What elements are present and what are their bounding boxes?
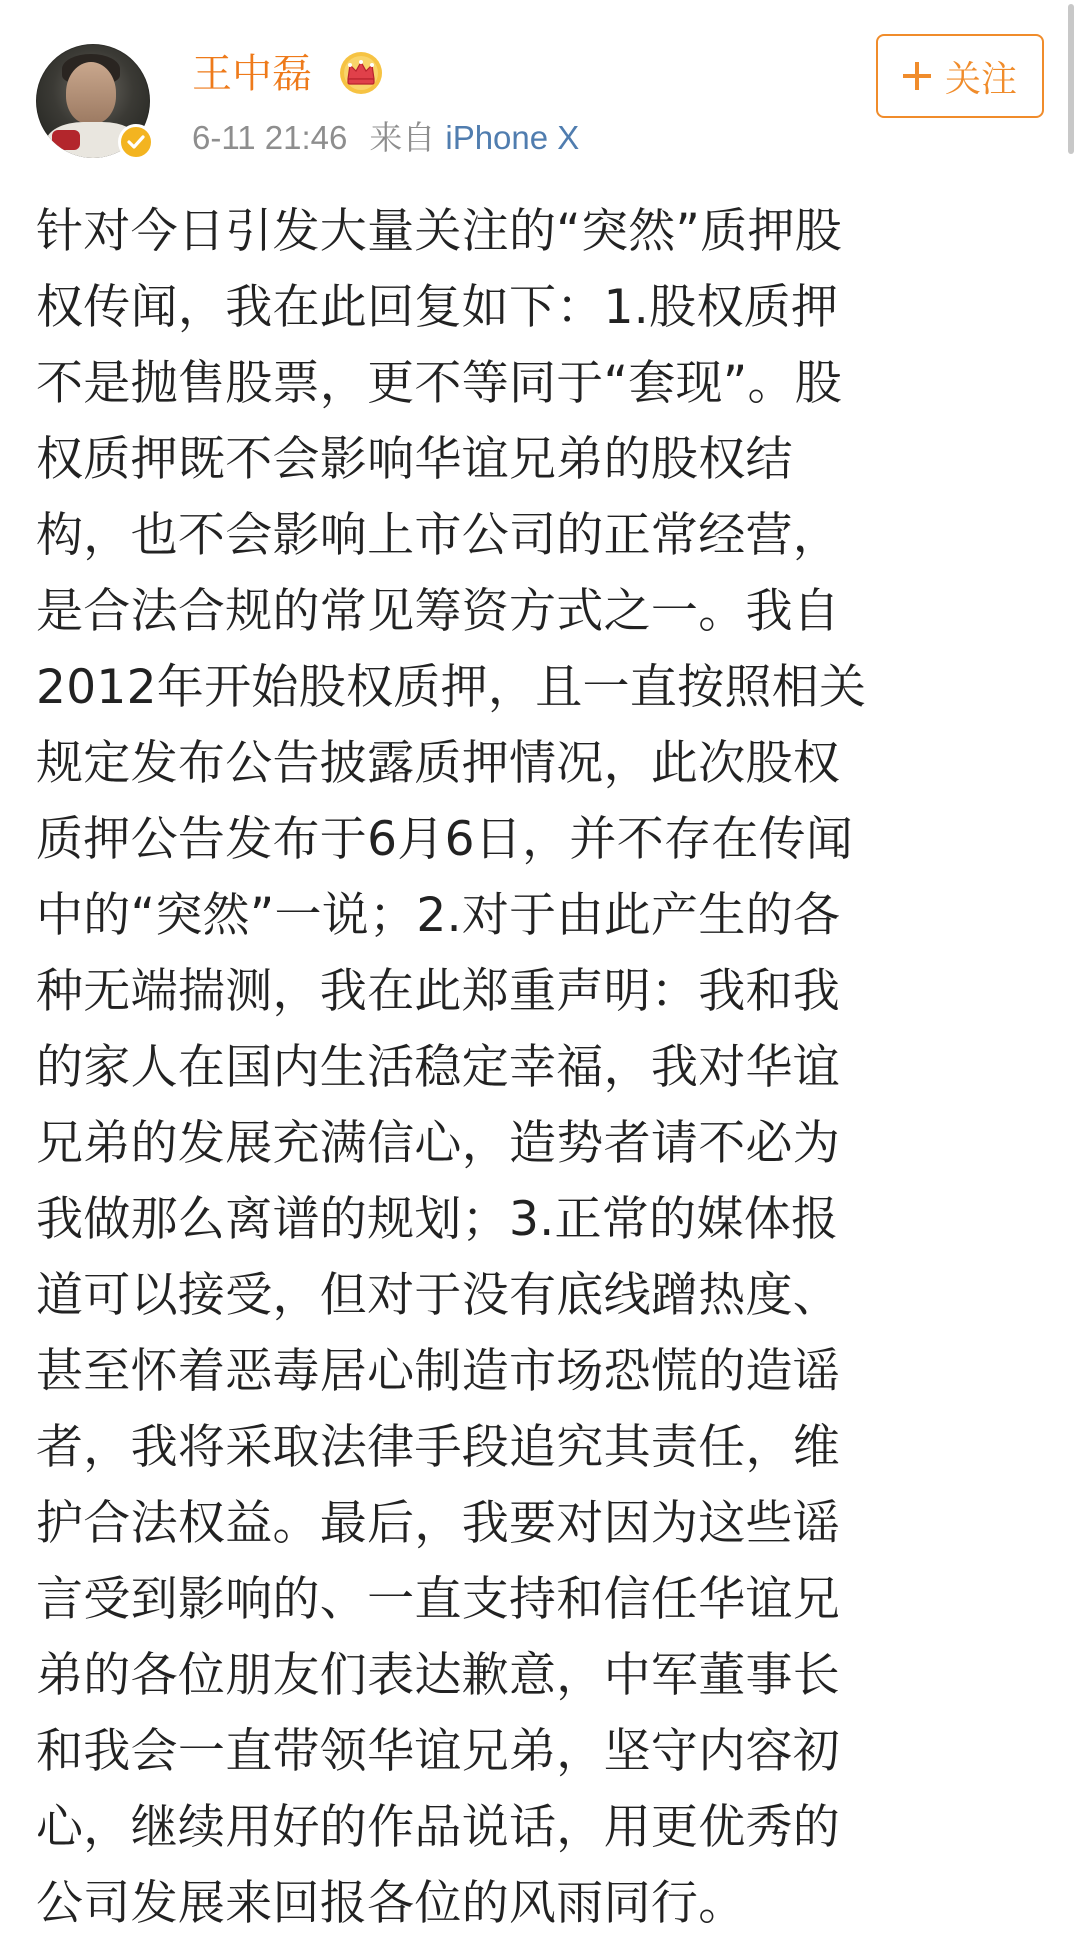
post-body-line: 种无端揣测，我在此郑重声明：我和我 [36, 964, 841, 1019]
post-body-line: 弟的各位朋友们表达歉意，中军董事长 [36, 1648, 841, 1703]
post-body-line: 权传闻，我在此回复如下：1.股权质押 [36, 280, 839, 335]
post-body-line: 兄弟的发展充满信心，造势者请不必为 [36, 1116, 841, 1171]
post-meta [192, 116, 579, 160]
follow-button[interactable] [876, 34, 1044, 118]
post-header [0, 0, 1080, 180]
post-body-line: 我做那么离谱的规划；3.正常的媒体报 [36, 1192, 839, 1247]
verified-check-icon [118, 124, 154, 160]
post-body-line: 和我会一直带领华谊兄弟，坚守内容初 [36, 1724, 841, 1779]
post-body-line: 2012年开始股权质押，且一直按照相关 [36, 660, 867, 715]
post-body-line: 针对今日引发大量关注的“突然”质押股 [36, 204, 843, 259]
avatar-accent [52, 130, 80, 150]
source-label: 来自 [369, 119, 436, 156]
post-body-line: 道可以接受，但对于没有底线蹭热度、 [36, 1268, 841, 1323]
post-body-line: 质押公告发布于6月6日，并不存在传闻 [36, 812, 854, 867]
post-body-line: 规定发布公告披露质押情况，此次股权 [36, 736, 841, 791]
post-body-line: 的家人在国内生活稳定幸福，我对华谊 [36, 1040, 841, 1095]
post-body-line: 不是抛售股票，更不等同于“套现”。股 [36, 356, 843, 411]
post-body-line: 言受到影响的、一直支持和信任华谊兄 [36, 1572, 841, 1627]
post-body-line: 公司发展来回报各位的风雨同行。 [36, 1876, 746, 1931]
avatar-face [66, 62, 116, 124]
post-body-line: 中的“突然”一说；2.对于由此产生的各 [36, 888, 841, 943]
post-body-line: 甚至怀着恶毒居心制造市场恐慌的造谣 [36, 1344, 841, 1399]
author-name[interactable]: 王中磊 [192, 51, 312, 97]
post-timestamp: 6-11 21:46 [192, 119, 348, 156]
post-body-text [36, 194, 1048, 1939]
post-body-line: 心，继续用好的作品说话，用更优秀的 [36, 1800, 841, 1855]
follow-button-label: 关注 [944, 58, 1017, 100]
scrollbar[interactable] [1068, 4, 1074, 154]
post-body-line: 护合法权益。最后，我要对因为这些谣 [36, 1496, 841, 1551]
source-device-link[interactable]: iPhone X [445, 119, 580, 156]
plus-icon [903, 62, 931, 90]
post-body-line: 构，也不会影响上市公司的正常经营， [36, 508, 841, 563]
crown-icon[interactable] [338, 50, 384, 96]
post-body-line: 是合法合规的常见筹资方式之一。我自 [36, 584, 841, 639]
post-body-line: 者，我将采取法律手段追究其责任，维 [36, 1420, 841, 1475]
post-body-line: 权质押既不会影响华谊兄弟的股权结 [36, 432, 793, 487]
